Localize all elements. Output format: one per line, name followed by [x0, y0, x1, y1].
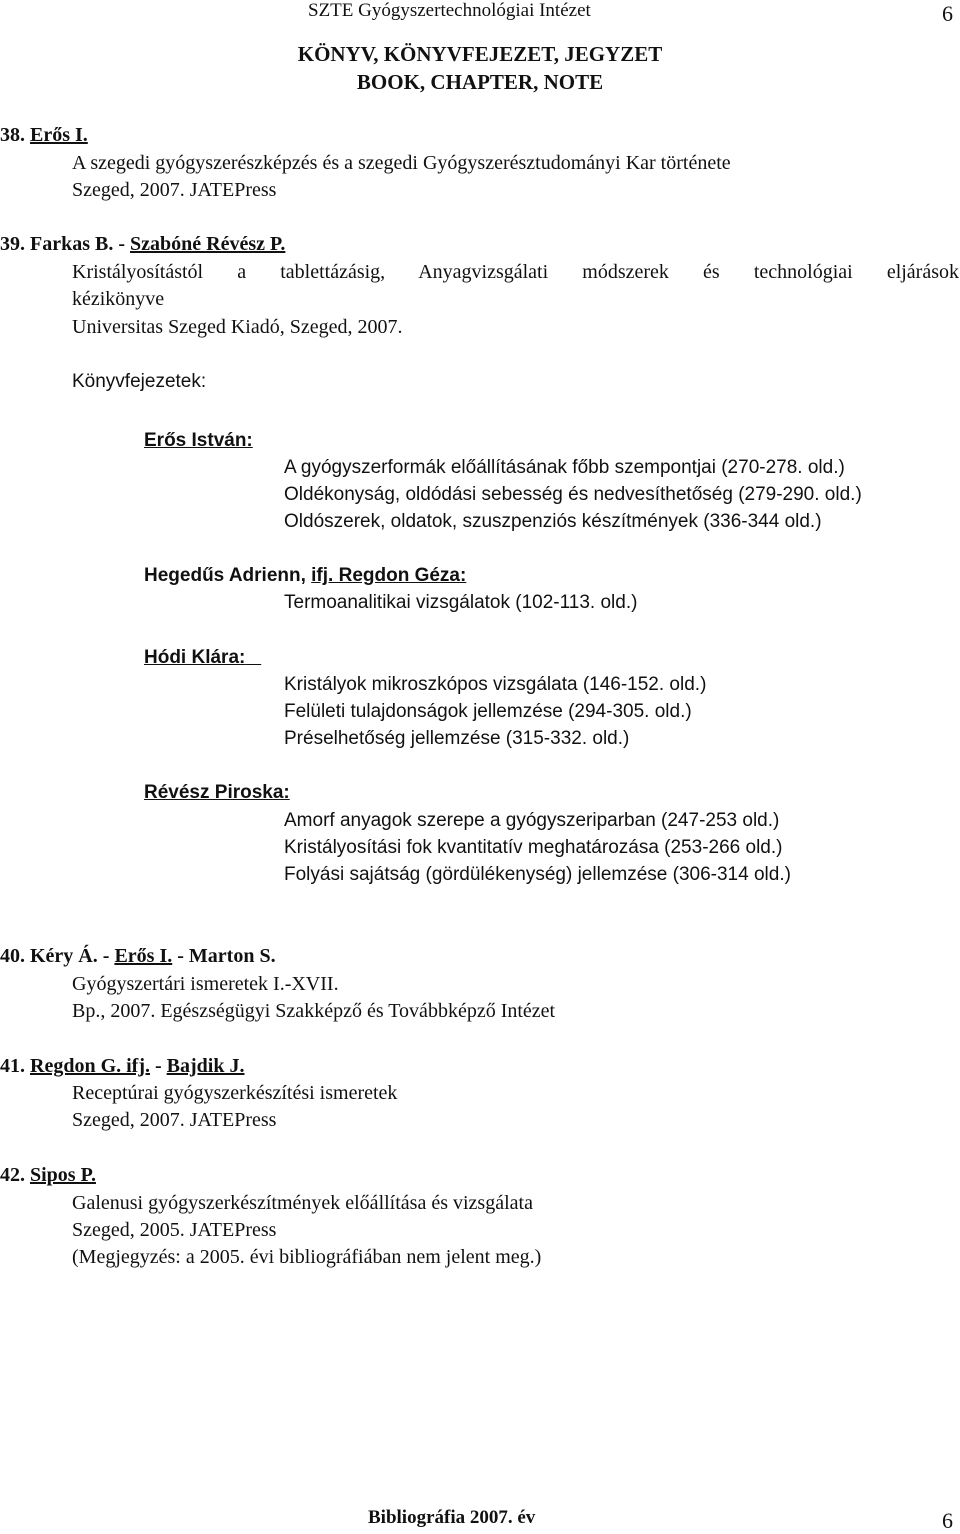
section-title-en: BOOK, CHAPTER, NOTE: [356, 70, 604, 94]
footer-label: Bibliográfia 2007. év: [368, 1507, 536, 1528]
chapter-item: Kristályok mikroszkópos vizsgálata (146-152. old.): [284, 674, 707, 695]
entry-42-heading: [0, 1162, 96, 1189]
author-link[interactable]: Bajdik J.: [166, 1055, 245, 1077]
entry-39-heading: [0, 231, 285, 258]
entry-42-title: Galenusi gyógyszerkészítmények előállítása és vizsgálata: [72, 1192, 533, 1214]
author-link[interactable]: Szabóné Révész P.: [130, 233, 286, 255]
chapter-item: Oldószerek, oldatok, szuszpenziós készítmények (336-344 old.): [284, 511, 822, 532]
author-separator: -: [150, 1055, 167, 1077]
entry-40-publisher: Bp., 2007. Egészségügyi Szakképző és Továbbképző Intézet: [72, 1000, 556, 1022]
author-link[interactable]: Erős I.: [114, 945, 173, 967]
chapter-item: Felületi tulajdonságok jellemzése (294-305. old.): [284, 701, 692, 722]
entry-42-note: (Megjegyzés: a 2005. évi bibliográfiában nem jelent meg.): [72, 1246, 542, 1268]
chapter-author-revesz[interactable]: Révész Piroska:: [144, 782, 290, 803]
entry-number: 41.: [0, 1055, 25, 1077]
section-title-hu: KÖNYV, KÖNYVFEJEZET, JEGYZET: [297, 42, 663, 66]
entry-number: 40.: [0, 945, 25, 967]
author-name: Farkas B.: [30, 233, 114, 255]
chapter-author-eros[interactable]: Erős István:: [144, 430, 253, 451]
chapter-author-hegedus: [144, 562, 466, 589]
chapter-item: A gyógyszerformák előállításának főbb szempontjai (270-278. old.): [284, 457, 845, 478]
running-header: SZTE Gyógyszertechnológiai Intézet: [308, 0, 591, 21]
chapter-item: Kristályosítási fok kvantitatív meghatározása (253-266 old.): [284, 837, 783, 858]
page-number-top: 6: [942, 1, 953, 26]
page-number-bottom: 6: [942, 1508, 953, 1533]
chapter-author-hodi[interactable]: [144, 644, 261, 671]
author-link[interactable]: Sipos P.: [30, 1164, 96, 1186]
author-name: Marton S.: [188, 945, 276, 967]
author-name: Hegedűs Adrienn,: [144, 565, 312, 586]
chapter-item: Termoanalitikai vizsgálatok (102-113. old.): [284, 592, 638, 613]
chapter-item: Amorf anyagok szerepe a gyógyszeriparban (247-253 old.): [284, 810, 780, 831]
entry-number: 42.: [0, 1164, 25, 1186]
entry-40-heading: [0, 943, 276, 970]
entry-38-heading: [0, 122, 88, 149]
author-separator: -: [113, 233, 131, 255]
author-link[interactable]: Erős I.: [30, 124, 88, 146]
entry-40-title: Gyógyszertári ismeretek I.-XVII.: [72, 973, 339, 995]
chapters-label: Könyvfejezetek:: [72, 371, 207, 392]
author-link[interactable]: Regdon G. ifj.: [30, 1055, 150, 1077]
entry-39-title-line1: Kristályosítástól a tablettázásig, Anyagvizsgálati módszerek és technológiai eljárások: [72, 261, 959, 283]
chapter-item: Folyási sajátság (gördülékenység) jellemzése (306-314 old.): [284, 864, 791, 885]
entry-38-title: A szegedi gyógyszerészképzés és a szegedi Gyógyszerésztudományi Kar története: [72, 152, 731, 174]
author-separator: -: [172, 945, 189, 967]
author-separator: -: [97, 945, 115, 967]
entry-39-publisher: Universitas Szeged Kiadó, Szeged, 2007.: [72, 316, 403, 338]
author-link[interactable]: ifj. Regdon Géza:: [311, 565, 467, 586]
entry-41-title: Receptúrai gyógyszerkészítési ismeretek: [72, 1082, 398, 1104]
author-name: Kéry Á.: [30, 945, 98, 967]
entry-number: 39.: [0, 233, 25, 255]
entry-number: 38.: [0, 124, 25, 146]
chapter-item: Oldékonyság, oldódási sebesség és nedvesíthetőség (279-290. old.): [284, 484, 862, 505]
entry-41-heading: [0, 1053, 244, 1080]
author-link[interactable]: Hódi Klára:: [144, 647, 246, 668]
chapter-item: Préselhetőség jellemzése (315-332. old.): [284, 728, 630, 749]
entry-41-publisher: Szeged, 2007. JATEPress: [72, 1109, 277, 1131]
entry-42-publisher: Szeged, 2005. JATEPress: [72, 1219, 277, 1241]
entry-38-publisher: Szeged, 2007. JATEPress: [72, 179, 277, 201]
entry-39-title-line2: kézikönyve: [72, 288, 165, 310]
